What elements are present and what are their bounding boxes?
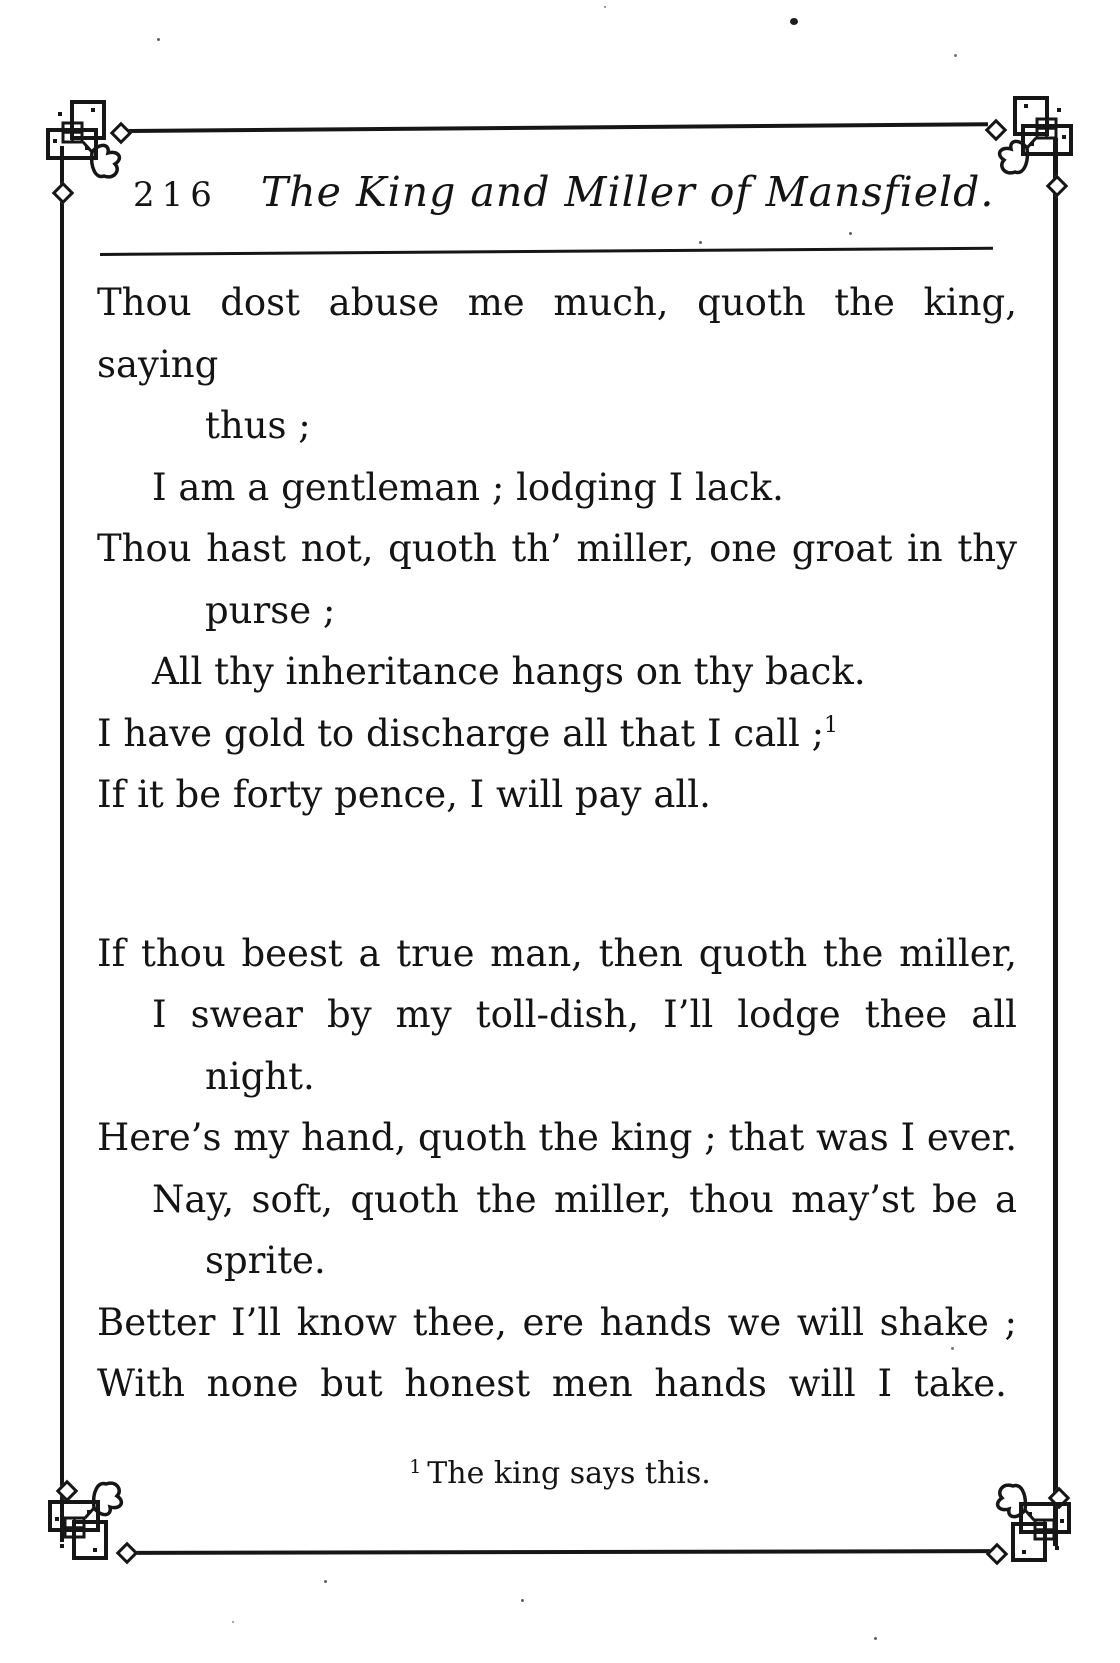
poem-line: I have gold to discharge all that I call ;$^1$ (97, 711, 839, 755)
scan-speck (157, 38, 160, 41)
corner-ornament-top-right-icon (988, 88, 1083, 188)
frame-border-left (60, 146, 64, 1542)
page-number: 216 (133, 175, 219, 215)
stanza-gap (97, 826, 1017, 923)
running-title: The King and Miller of Mansfield. (260, 168, 995, 216)
footnote-text: The king says this. (427, 1456, 711, 1491)
poem-body (97, 272, 1017, 1415)
poem-line: Nay, soft, quoth the miller, thou may’st be a (152, 1177, 1017, 1221)
frame-border-right (1053, 138, 1058, 1546)
scan-speck (324, 1580, 327, 1583)
poem-line: I am a gentleman ; lodging I lack. (152, 465, 784, 509)
poem-line: Better I’ll know thee, ere hands we will shake ; (97, 1300, 1017, 1344)
footnote-reference: 1 (824, 712, 839, 738)
frame-border-top (128, 122, 988, 133)
poem-line: sprite. (205, 1239, 326, 1282)
scan-speck (954, 54, 957, 57)
poem-line: Thou dost abuse me much, quoth the king, saying (97, 281, 1017, 386)
poem-line: I swear by my toll-dish, I’ll lodge thee all (152, 993, 1017, 1036)
poem-line: All thy inheritance hangs on thy back. (152, 650, 866, 693)
footnote (0, 1456, 1120, 1491)
footnote-marker: 1 (409, 1456, 422, 1478)
poem-line: thus ; (205, 404, 311, 447)
poem-line: If it be forty pence, I will pay all. (97, 773, 711, 816)
poem-line: purse ; (205, 588, 336, 632)
running-head (133, 168, 994, 216)
corner-ornament-top-left-icon (36, 92, 131, 192)
scan-speck (790, 18, 798, 25)
poem-line: If thou beest a true man, then quoth the miller, (97, 931, 1017, 975)
header-rule (100, 247, 993, 256)
scan-speck (521, 1599, 524, 1602)
scan-speck (232, 1621, 234, 1623)
scan-speck (699, 241, 702, 244)
poem-line: Here’s my hand, quoth the king ; that was I ever. (97, 1116, 1017, 1159)
frame-border-bottom (134, 1549, 990, 1555)
scan-speck (874, 1637, 877, 1640)
poem-line: night. (205, 1054, 315, 1098)
scan-speck (604, 6, 606, 8)
poem-line: Thou hast not, quoth th’ miller, one groat in thy (97, 527, 1017, 570)
poem-line: With none but honest men hands will I take. (97, 1362, 1007, 1405)
scan-speck (849, 232, 852, 235)
